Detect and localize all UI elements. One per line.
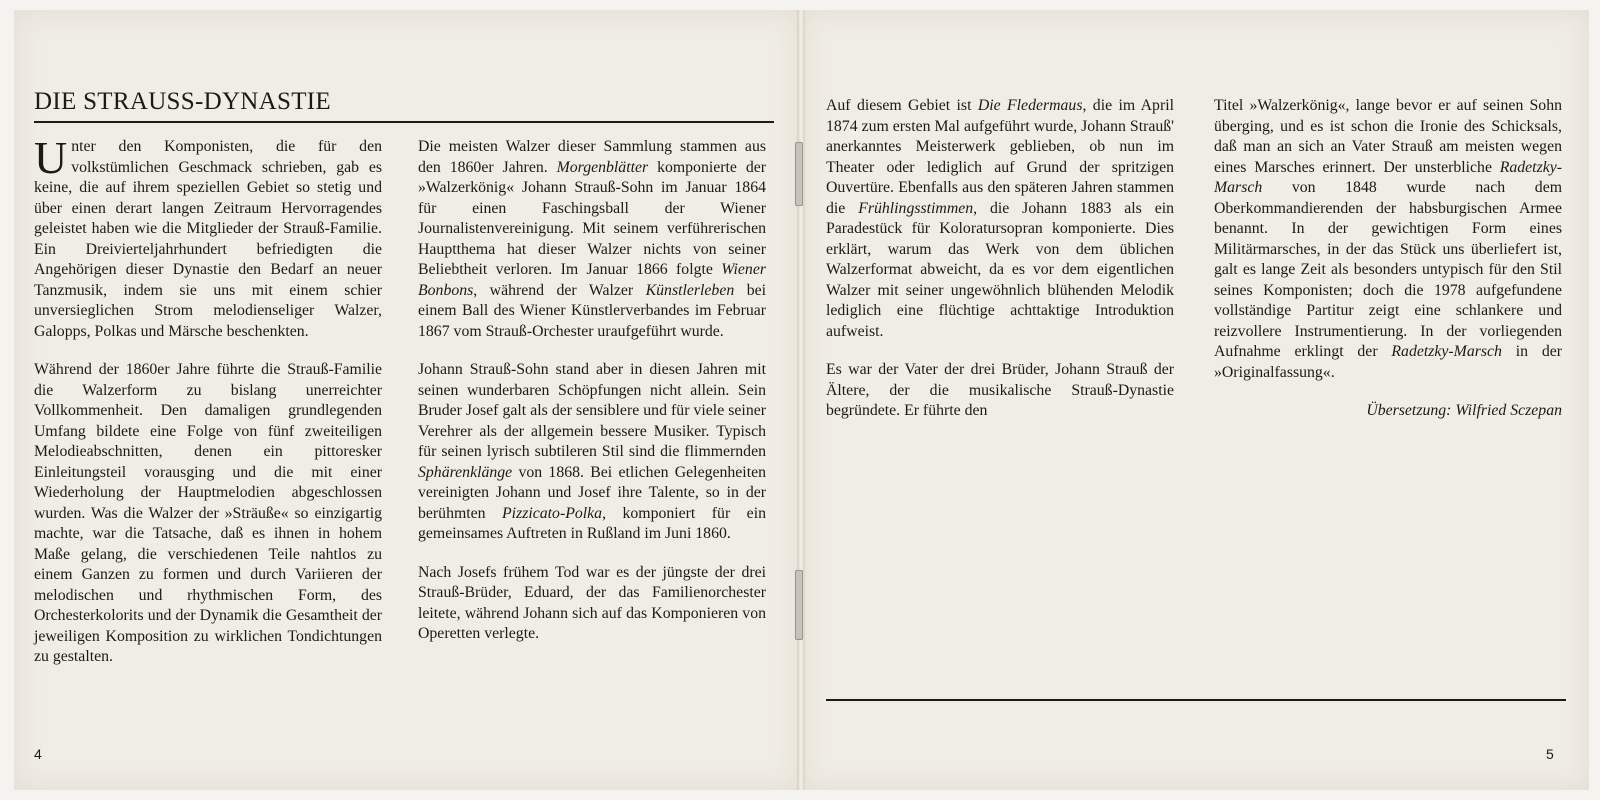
work-title: Pizzicato-Polka	[502, 504, 603, 522]
column-4	[1214, 96, 1562, 440]
paragraph-2	[418, 360, 766, 545]
work-title: Morgenblätter	[556, 158, 649, 176]
paragraph-2: Es war der Vater der drei Brüder, Johann Strauß der Ältere, der die musikalische Strauß-Dynastie begründete. Er führte den	[826, 361, 1174, 419]
work-title: Die Fledermaus	[977, 97, 1083, 114]
staple-top	[795, 142, 803, 206]
text-run: Auf diesem Gebiet ist	[826, 97, 978, 114]
text-run: Johann Strauß-Sohn stand aber in diesen Jahren mit seinen wunderbaren Schöpfungen nicht allein. Sein Bruder Josef galt als der sensiblere und für viele seiner Verehrer als der allgemein bessere Musiker. Typisch für seinen lyrisch subtileren Stil sind die flimmernden	[418, 361, 766, 460]
text-run: von 1848 wurde nach dem Oberkommandierenden der habsburgischen Armee benannt. In der gewichtigen Form eines Militärmarsches, in der das Stück uns überliefert ist, galt es lange Zeit als besonders untypisch für den Stil seines Komponisten; doch die 1978 aufgefundene vollständige Partitur zeigt eine schlankere und reizvollere Instrumentierung. In der vorliegenden Aufnahme erklingt der	[1214, 179, 1562, 360]
text-run: , die Johann 1883 als ein Paradestück für Koloratursopran komponierte. Dies erklärt, warum das Werk von dem üblichen Walzerformat abweicht, da es vor dem eigentlichen Walzer mit seiner ungewöhnlich blühenden Melodik lediglich eine flüchtige achttaktige Introduktion aufweist.	[826, 199, 1175, 340]
text-run: Die meisten Walzer dieser Sammlung stammen aus den 1860er Jahren.	[418, 138, 766, 176]
work-title: Wiener Bonbons	[418, 261, 766, 299]
page-number-right: 5	[1546, 746, 1554, 762]
spine-fold	[797, 10, 805, 790]
column-1	[34, 132, 382, 686]
title-rule	[34, 121, 774, 123]
text-run: , die im April 1874 zum ersten Mal aufgeführt wurde, Johann Strauß' anerkanntes Meisterwerk geblieben, ob nun im Theater oder lediglich auf Grund der spritzigen Ouvertüre. Ebenfalls aus den späteren Jahren stammen die	[826, 97, 1174, 217]
paragraph-1	[418, 137, 766, 342]
text-run: in der »Originalfassung«.	[1214, 343, 1562, 381]
text-run: komponierte der »Walzerkönig« Johann Strauß-Sohn im Januar 1864 für einen Faschingsball der Wiener Journalistenvereinigung. Mit seinem verführerischen Hauptthema hat dieser Walzer nichts von seiner Beliebtheit verloren. Im Januar 1866 folgte	[418, 158, 766, 278]
text-run: Titel »Walzerkönig«, lange bevor er auf seinen Sohn überging, und es ist schon die Ironie des Schicksals, daß man an sich an Vater Strauß am meisten wegen eines Marsches erinnert. Der unsterbliche	[1214, 97, 1562, 176]
column-2	[418, 137, 766, 663]
work-title: Radetzky-Marsch	[1391, 343, 1502, 360]
text-run: bei einem Ball des Wiener Künstlerverbandes im Februar 1867 vom Strauß-Orchester uraufgeführt wurde.	[418, 281, 766, 340]
translator-credit: Übersetzung: Wilfried Sczepan	[1366, 402, 1562, 419]
paragraph-2: Während der 1860er Jahre führte die Strauß-Familie die Walzerform zu bislang unerreichter Vollkommenheit. Den damaligen grundlegenden Umfang bildete eine Folge von fünf zweiteiligen Melodieabschnitten, denen ein pittoresker Einleitungsteil vorausging und die mit einer Wiederholung der Hauptmelodien abgeschlossen wurden. Was die Walzer der »Sträuße« so einzigartig machte, war die Tatsache, daß es ihnen in hohem Maße gelang, die verschiedenen Teile nahtlos zu einem Ganzen zu formen und durch Variieren der melodischen und rhythmischen Form, des Orchesterkolorits und der Dynamik die Gesamtheit der jeweiligen Komposition zu wirklichen Tondichtungen zu gestalten.	[34, 361, 382, 665]
paragraph-1	[1214, 96, 1562, 383]
work-title: Radetzky-Marsch	[1214, 158, 1562, 196]
work-title: Frühlingsstimmen	[858, 199, 974, 217]
paragraph-1	[826, 96, 1174, 342]
paragraph-1	[34, 132, 382, 342]
text-run: von 1868. Bei etlichen Gelegenheiten vereinigten Johann und Josef ihre Talente, so in der berühmten	[418, 463, 766, 522]
text-run: , komponiert für ein gemeinsames Auftreten in Rußland im Juni 1860.	[418, 504, 766, 542]
work-title: Künstlerleben	[645, 281, 735, 299]
text-run: , während der Walzer	[473, 281, 646, 299]
page-title: DIE STRAUSS-DYNASTIE	[34, 88, 331, 115]
paragraph-3: Nach Josefs frühem Tod war es der jüngste der drei Strauß-Brüder, Eduard, der das Familienorchester leitete, während Johann sich auf das Komponieren von Operetten verlegte.	[418, 563, 766, 642]
staple-bottom	[795, 570, 803, 640]
page-number-left: 4	[34, 746, 42, 762]
paragraph-text: nter den Komponisten, die für den volkstümlichen Geschmack schrieben, gab es keine, die auf ihrem speziellen Gebiet so stetig und über einen derart langen Zeitraum Hervorragendes geleistet haben wie die Mitglieder der Strauß-Familie. Ein Dreivierteljahrhundert befriedigten die Angehörigen dieser Dynastie den Bedarf an neuer Tanzmusik, indem sie uns mit einem schier unversieglichen Strom melodienseliger Walzer, Galopps, Polkas und Märsche beschenkten.	[34, 138, 382, 340]
drop-cap: U	[34, 132, 68, 183]
work-title: Sphärenklänge	[418, 463, 513, 481]
closing-rule	[826, 699, 1566, 701]
column-3	[826, 96, 1174, 440]
